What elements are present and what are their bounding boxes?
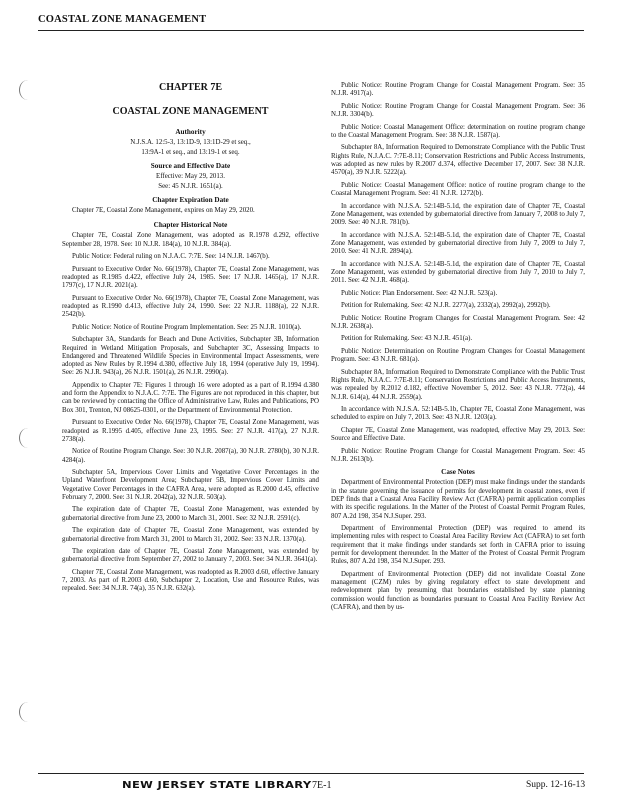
left-column: [62, 82, 319, 598]
header-rule: [38, 30, 584, 31]
chapter-title: COASTAL ZONE MANAGEMENT: [112, 106, 269, 117]
history-paragraph: Public Notice: Coastal Management Office: notice of routine program change to the Coastal Management Program. See: 41 N.J.R. 1272(b).: [331, 181, 585, 198]
history-paragraph: Pursuant to Executive Order No. 66(1978), Chapter 7E, Coastal Zone Management, was readopted as R.1985 d.422, effective July 24, 1985. See: 17 N.J.R. 1465(a), 17 N.J.R. 1797(c), 17 N.J.R. 2021(a).: [62, 265, 319, 290]
history-paragraph: In accordance with N.J.S.A. 52:14B-5.1b, Chapter 7E, Coastal Zone Management, was scheduled to expire on July 7, 2013. See: 43 N.J.R. 1203(a).: [331, 406, 585, 422]
history-paragraph: Chapter 7E, Coastal Zone Management, was readopted, effective May 29, 2013. See: Source and Effective Date.: [331, 426, 585, 443]
case-note-paragraph: Department of Environmental Protection (DEP) was required to amend its implementing rules with respect to Coastal Area Facility Review Act (CAFRA) to set forth requirement that it make findings under standards set forth in CAFRA prior to issuing permit for development thereunder. In the Matter of the Protest of Coastal Permit Program Rules, 807 A.2d 198, 354 N.J.Super. 293.: [331, 525, 585, 566]
right-column: [331, 82, 585, 616]
history-paragraph: The expiration date of Chapter 7E, Coastal Zone Management, was extended by gubernatorial directive from June 23, 2000 to March 31, 2001. See: 32 N.J.R. 2591(c).: [62, 506, 319, 522]
authority-line: 13:9A-1 et seq., and 13:19-1 et seq.: [141, 148, 240, 156]
punch-hole-middle: [19, 428, 37, 448]
expiration-text: Chapter 7E, Coastal Zone Management, expires on May 29, 2020.: [72, 207, 255, 214]
history-paragraph: Public Notice: Determination on Routine Program Changes for Coastal Management Program. See: 43 N.J.R. 681(a).: [331, 347, 585, 364]
history-paragraph: In accordance with N.J.S.A. 52:14B-5.1d, the expiration date of Chapter 7E, Coastal Zone Management, was extended by gubernatorial directive from July 7, 2009 to July 7, 2010. See: 41 N.J.R. 2894(a).: [331, 231, 585, 256]
history-paragraph: Subchapter 8A, Information Required to Demonstrate Compliance with the Public Trust Rights Rule, N.J.A.C. 7:7E-8.11; Conservation Restrictions and Public Access Instruments, was repealed by R.2012 d.182, effective November 5, 2012. See: 43 N.J.R. 772(a), 44 N.J.R. 614(a), 44 N.J.R. 2559(a).: [331, 368, 585, 401]
chapter-number: CHAPTER 7E: [158, 82, 223, 93]
history-paragraph: In accordance with N.J.S.A. 52:14B-5.1d, the expiration date of Chapter 7E, Coastal Zone Management, was extended by gubernatorial directive from July 7, 2010 to July 7, 2011. See: 42 N.J.R. 468(a).: [331, 260, 585, 285]
supplement-date: Supp. 12-16-13: [526, 780, 586, 790]
history-paragraph: Public Notice: Notice of Routine Program Implementation. See: 25 N.J.R. 1010(a).: [72, 323, 302, 331]
footer-rule: [38, 773, 584, 774]
history-paragraph: Chapter 7E, Coastal Zone Management, was adopted as R.1978 d.292, effective September 28, 1978. See: 10 N.J.R. 184(a), 10 N.J.R. 384(a).: [62, 232, 319, 248]
history-paragraph: Public Notice: Routine Program Change for Coastal Management Program. See: 35 N.J.R. 4917(a).: [331, 82, 585, 98]
history-paragraph: Chapter 7E, Coastal Zone Management, was readopted as R.2003 d.60, effective January 7, 2003. As part of R.2003 d.60, Subchapter 2, Location, Use and Resource Rules, was repealed. See: 34 N.J.R. 74(a), 35 N.J.R. 632(a).: [62, 568, 319, 593]
history-paragraph: Public Notice: Routine Program Change for Coastal Management Program. See: 45 N.J.R. 2613(b).: [331, 447, 585, 463]
history-paragraph: Subchapter 3A, Standards for Beach and Dune Activities, Subchapter 3B, Information Required in Wetland Mitigation Proposals, and Subchapter 3C, Assessing Impacts to Endangered and Threatened Wildlife Species in Environmental Impact Assessments, were adopted as New Rules by R.1994 d.380, effective July 18, 1994 (operative July 19, 1994). See: 26 N.J.R. 943(a), 26 N.J.R. 1501(a), 26 N.J.R. 2990(a).: [62, 336, 319, 377]
history-paragraph: Petition for Rulemaking. See: 42 N.J.R. 2277(a), 2332(a), 2992(a), 2992(b).: [341, 302, 551, 310]
history-paragraph: Public Notice: Routine Program Change for Coastal Management Program. See: 36 N.J.R. 3304(b).: [331, 102, 585, 119]
history-paragraph: Pursuant to Executive Order No. 66(1978), Chapter 7E, Coastal Zone Management, was readopted as R.1995 d.405, effective June 23, 1995. See: 27 N.J.R. 417(a), 27 N.J.R. 2738(a).: [62, 419, 319, 443]
history-paragraph: Petition for Rulemaking. See: 43 N.J.R. 451(a).: [341, 335, 473, 343]
source-line: See: 45 N.J.R. 1651(a).: [158, 182, 223, 190]
history-paragraph: Public Notice: Routine Program Changes for Coastal Management Program. See: 42 N.J.R. 2638(a).: [331, 314, 585, 330]
authority-heading: Authority: [175, 128, 206, 136]
library-stamp: NEW JERSEY STATE LIBRARY: [122, 780, 312, 791]
history-paragraph: Appendix to Chapter 7E: Figures 1 through 16 were adopted as a part of R.1994 d.380 and form the Appendix to N.J.A.C. 7:7E. The Figures are not reproduced in this chapter, but can be reviewed by contacting the Office of Administrative Law, Rules and Publications, PO Box 301, Trenton, NJ 08625-0301, or the Department of Environmental Protection.: [62, 381, 319, 414]
case-note-paragraph: Department of Environmental Protection (DEP) did not invalidate Coastal Zone management (CZM) rules by giving regulatory effect to state development and redevelopment plan by presuming that boundaries established by state planning commission would function as boundaries pursuant to Coastal Area Facility Review Act (CAFRA), and then by us-: [331, 570, 585, 611]
history-paragraph: In accordance with N.J.S.A. 52:14B-5.1d, the expiration date of Chapter 7E, Coastal Zone Management, was extended by gubernatorial directive from January 7, 2008 to July 7, 2009. See: 40 N.J.R. 781(b).: [331, 202, 585, 227]
historical-note-heading: Chapter Historical Note: [153, 221, 228, 230]
source-heading: Source and Effective Date: [150, 162, 231, 170]
history-paragraph: The expiration date of Chapter 7E, Coastal Zone Management, was extended by gubernatorial directive from September 27, 2002 to January 7, 2003. See: 34 N.J.R. 3641(a).: [62, 548, 319, 564]
history-paragraph: Pursuant to Executive Order No. 66(1978), Chapter 7E, Coastal Zone Management, was readopted as R.1990 d.413, effective July 24, 1990. See: 22 N.J.R. 1188(a), 22 N.J.R. 2542(b).: [62, 294, 319, 319]
history-paragraph: Notice of Routine Program Change. See: 30 N.J.R. 2087(a), 30 N.J.R. 2780(b), 30 N.J.R. 4284(a).: [62, 448, 319, 464]
source-line: Effective: May 29, 2013.: [156, 173, 225, 180]
history-paragraph: The expiration date of Chapter 7E, Coastal Zone Management, was extended by gubernatorial directive from March 31, 2001 to March 31, 2002. See: 33 N.J.R. 1370(a).: [62, 527, 319, 543]
punch-hole-bottom: [19, 702, 37, 722]
case-note-paragraph: Department of Environmental Protection (DEP) must make findings under the standards in the statute governing the issuance of permits for development in coastal zones, even if DEP finds that a Coastal Area Facility Review Act (CAFRA) permit application complies with its specific regulations. In the Matter of the Protest of Coastal Permit Program Rules, 807 A.2d 198, 354 N.J.Super. 293.: [331, 479, 585, 520]
page-number: 7E-1: [312, 780, 332, 791]
authority-line: N.J.S.A. 12:5-3, 13:1D-9, 13:1D-29 et seq.,: [130, 139, 251, 146]
case-notes-heading: Case Notes: [441, 468, 475, 477]
history-paragraph: Public Notice: Federal ruling on N.J.A.C. 7:7E. See: 14 N.J.R. 1467(b).: [72, 253, 270, 261]
history-paragraph: Subchapter 5A, Impervious Cover Limits and Vegetative Cover Percentages in the Upland Waterfront Development Area; Subchapter 5B, Impervious Cover Limits and Vegetative Cover Percentages in the CAFRA Area, were adopted as R.2000 d.45, effective February 7, 2000. See: 31 N.J.R. 2042(a), 32 N.J.R. 503(a).: [62, 469, 319, 501]
running-head: COASTAL ZONE MANAGEMENT: [38, 14, 207, 25]
history-paragraph: Public Notice: Coastal Management Office: determination on routine program change to the Coastal Management Program. See: 38 N.J.R. 1587(a).: [331, 123, 585, 139]
history-paragraph: Public Notice: Plan Endorsement. See: 42 N.J.R. 523(a).: [341, 289, 498, 297]
history-paragraph: Subchapter 8A, Information Required to Demonstrate Compliance with the Public Trust Rights Rule, N.J.A.C. 7:7E-8.11; Conservation Restrictions and Public Access Instruments, was adopted as new rules by R.2007 d.374, effective December 17, 2007. See: 38 N.J.R. 4570(a), 39 N.J.R. 5222(a).: [331, 144, 585, 177]
punch-hole-top: [19, 80, 37, 100]
expiration-heading: Chapter Expiration Date: [152, 196, 229, 204]
